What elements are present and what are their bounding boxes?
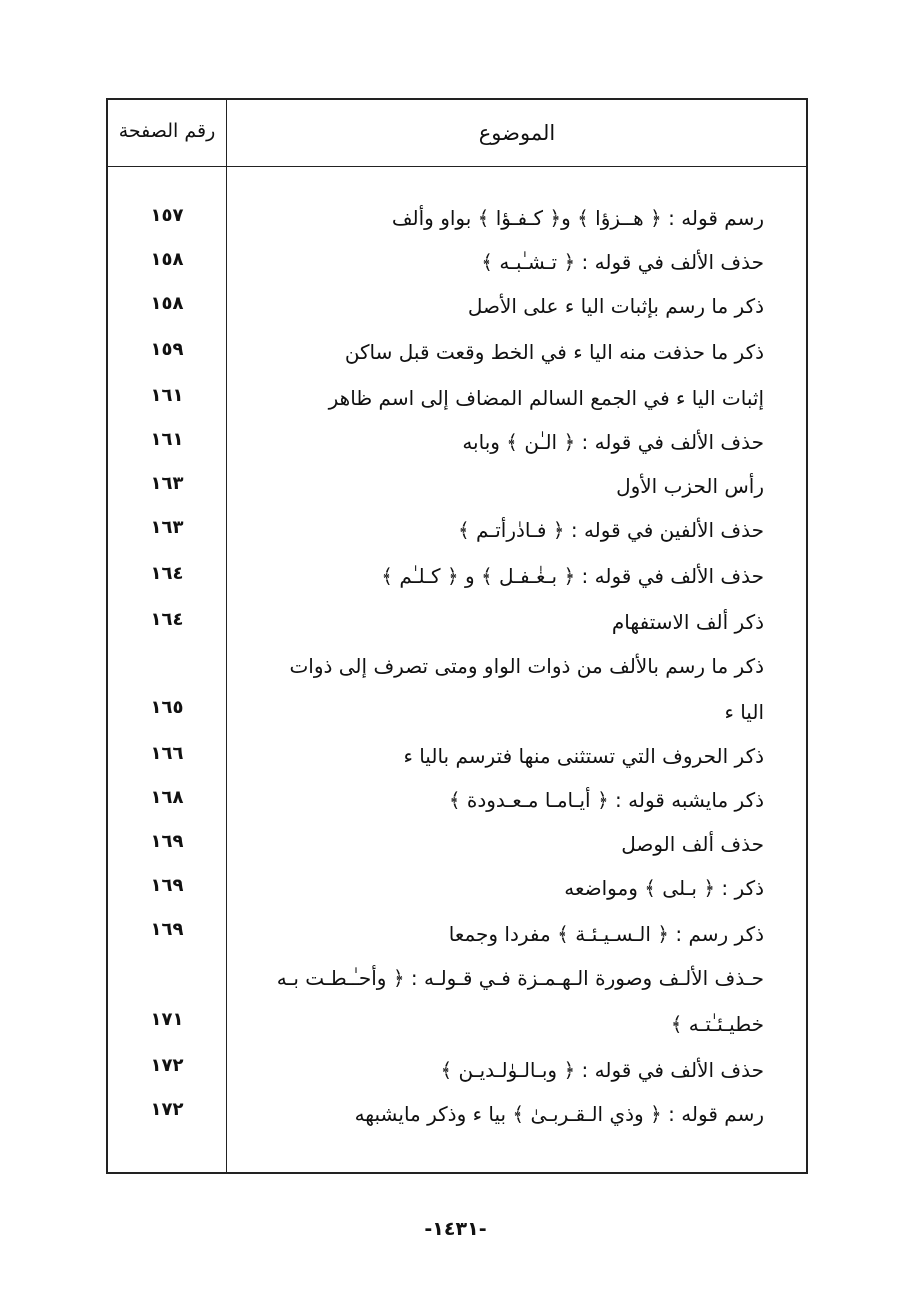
row-page: ١٥٨ bbox=[150, 293, 184, 314]
row-subject: حـذف الألـف وصورة الـهـمـزة فـي قـولـه : ﴿ وأحـٰـطـت بـه bbox=[276, 966, 764, 990]
row-subject: حذف الألف في قوله : ﴿ بـغٰـفـل ﴾ و ﴿ كـلـٰم ﴾ bbox=[381, 564, 764, 588]
row-page: ١٧٢ bbox=[150, 1099, 184, 1120]
row-subject: رسم قوله : ﴿ هــزؤا ﴾ و﴿ كـفـؤا ﴾ بواو وألف bbox=[391, 206, 764, 230]
row-page: ١٦٩ bbox=[150, 831, 184, 852]
row-subject: ذكر مايشبه قوله : ﴿ أيـامـا مـعـدودة ﴾ bbox=[448, 788, 764, 812]
header-divider bbox=[108, 166, 806, 167]
row-subject: خطيـئـٰتـه ﴾ bbox=[670, 1012, 764, 1036]
row-subject: ذكر ما رسم بالألف من ذوات الواو ومتى تصرف إلى ذوات bbox=[289, 654, 764, 678]
row-page: ١٥٧ bbox=[150, 205, 184, 226]
row-subject: حذف الألف في قوله : ﴿ الـٰن ﴾ وبابه bbox=[462, 430, 764, 454]
row-page: ١٦٤ bbox=[150, 563, 184, 584]
row-page: ١٧٢ bbox=[150, 1055, 184, 1076]
row-page: ١٦٩ bbox=[150, 875, 184, 896]
row-page: ١٧١ bbox=[150, 1009, 184, 1030]
row-subject: إثبات اليا ء في الجمع السالم المضاف إلى اسم ظاهر bbox=[328, 386, 764, 410]
row-subject: رأس الحزب الأول bbox=[616, 474, 764, 498]
row-page: ١٦٨ bbox=[150, 787, 184, 808]
row-subject: ذكر الحروف التي تستثنى منها فترسم باليا ء bbox=[403, 744, 764, 768]
row-subject: حذف الألفين في قوله : ﴿ فـادٰرأتـم ﴾ bbox=[457, 518, 764, 542]
row-page: ١٦١ bbox=[150, 385, 184, 406]
row-subject: ذكر ما حذفت منه اليا ء في الخط وقعت قبل ساكن bbox=[344, 340, 764, 364]
row-subject: حذف ألف الوصل bbox=[621, 832, 764, 856]
row-subject: ذكر ألف الاستفهام bbox=[611, 610, 764, 634]
row-subject: اليا ء bbox=[724, 700, 764, 724]
row-subject: ذكر رسم : ﴿ الـسـيـئـة ﴾ مفردا وجمعا bbox=[448, 922, 764, 946]
row-subject: حذف الألف في قوله : ﴿ وبـالـوٰلـديـن ﴾ bbox=[440, 1058, 764, 1082]
column-header-subject: الموضوع bbox=[478, 121, 556, 145]
row-page: ١٦٣ bbox=[150, 473, 184, 494]
row-subject: ذكر ما رسم بإثبات اليا ء على الأصل bbox=[467, 294, 764, 318]
row-subject: ذكر : ﴿ بـلى ﴾ ومواضعه bbox=[564, 876, 764, 900]
row-page: ١٦٥ bbox=[150, 697, 184, 718]
row-page: ١٥٩ bbox=[150, 339, 184, 360]
row-page: ١٦٩ bbox=[150, 919, 184, 940]
row-page: ١٥٨ bbox=[150, 249, 184, 270]
column-header-page: رقم الصفحة bbox=[118, 120, 216, 142]
row-page: ١٦٣ bbox=[150, 517, 184, 538]
page-number: -١٤٣١- bbox=[424, 1218, 487, 1240]
row-subject: حذف الألف في قوله : ﴿ تـشـٰبـه ﴾ bbox=[481, 250, 764, 274]
table-frame bbox=[106, 98, 808, 1174]
row-page: ١٦١ bbox=[150, 429, 184, 450]
row-page: ١٦٦ bbox=[150, 743, 184, 764]
row-subject: رسم قوله : ﴿ وذي الـقـربـىٰ ﴾ بيا ء وذكر مايشبهه bbox=[354, 1102, 764, 1126]
row-page: ١٦٤ bbox=[150, 609, 184, 630]
